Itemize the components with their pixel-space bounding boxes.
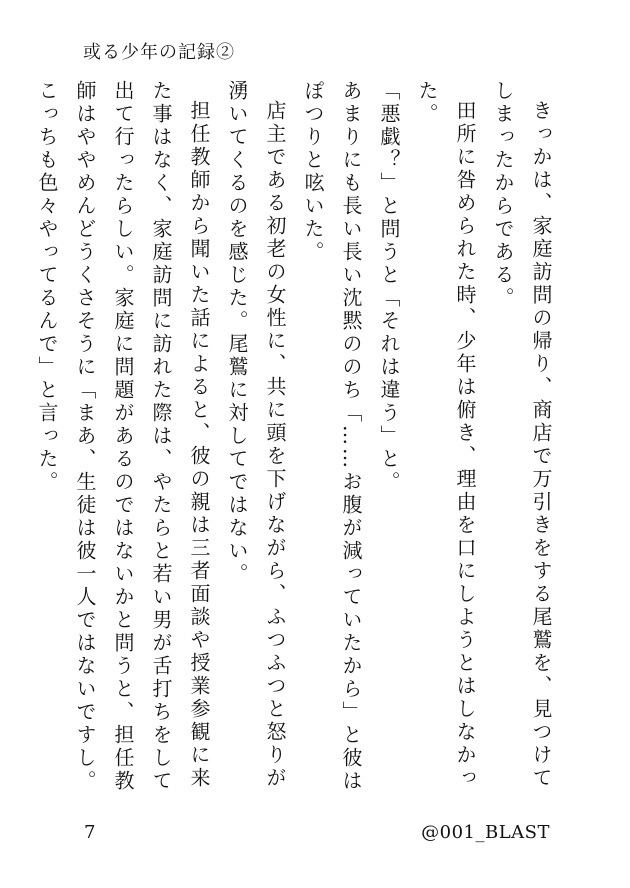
paragraph-3: 「悪戯？」と問うと「それは違う」と。	[377, 80, 401, 494]
paragraph-2: 田所に咎められた時、少年は俯き、理由を口にしようとはしなかった。	[415, 80, 477, 790]
paragraph-4: あまりにも長い長い沈黙ののち「……お腹が減っていたから」と彼はぽつりと呟いた。	[301, 80, 363, 793]
page-footer	[0, 822, 630, 846]
running-header	[83, 38, 235, 64]
author-handle: @001_BLAST	[421, 822, 550, 843]
page-number: 7	[84, 822, 96, 843]
paragraph-1: きっかは、家庭訪問の帰り、商店で万引きをする尾鷲を、見つけてしまったからである。	[491, 80, 553, 790]
vertical-body-text	[28, 80, 560, 800]
paragraph-6: 担任教師から聞いた話によると、彼の親は三者面談や授業参観に来た事はなく、家庭訪問に訪れた際は、やたらと若い男が舌打ちをして出て行ったらしい。家庭に問題があるのではないかと問うと、担任教師はややめんどうくさそうに「まあ、生徒は彼一人ではないですし。こっちも色々やってるんで」と言った。	[35, 80, 211, 793]
paragraph-5: 店主である初老の女性に、共に頭を下げながら、ふつふつと怒りが湧いてくるのを感じた。尾鷲に対してではない。	[225, 80, 287, 790]
book-title: 或る少年の記録②	[83, 42, 235, 63]
